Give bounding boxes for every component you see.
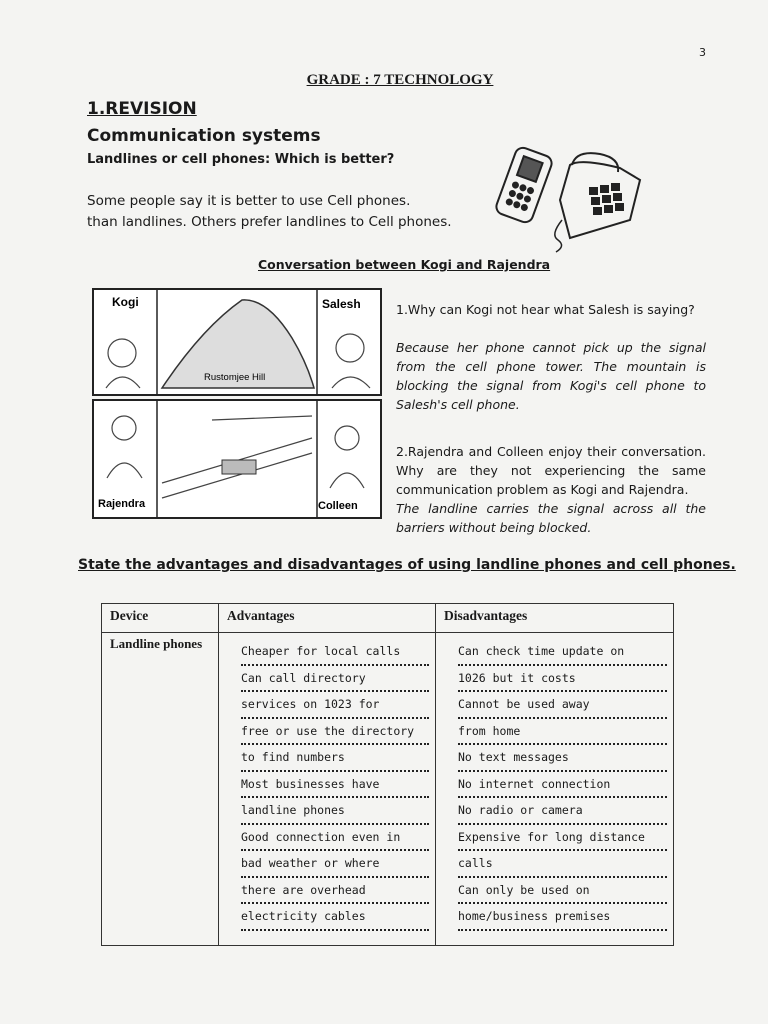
advantages-line: there are overhead	[241, 878, 429, 905]
disadvantages-line: Expensive for long distance	[458, 825, 667, 852]
question-1-answer: Because her phone cannot pick up the signal from the cell phone tower. The mountain is blocking the signal from Kogi's cell phone to Salesh's cell phone.	[396, 340, 706, 412]
advantages-line: landline phones	[241, 798, 429, 825]
advantages-line: Can call directory	[241, 666, 429, 693]
landline-phone-icon	[555, 153, 640, 252]
question-2-text: 2.Rajendra and Colleen enjoy their conversation. Why are they not experiencing the same communication problem as Kogi and Rajendra.	[396, 444, 706, 497]
conversation-title: Conversation between Kogi and Rajendra	[258, 257, 551, 272]
advantages-cell	[219, 633, 436, 946]
page-heading: GRADE : 7 TECHNOLOGY	[306, 72, 494, 88]
comic-illustration	[92, 288, 382, 520]
subtopic-title: Landlines or cell phones: Which is better?	[87, 152, 395, 167]
disadvantages-line: Cannot be used away	[458, 692, 667, 719]
header-advantages: Advantages	[219, 604, 436, 633]
advantages-line: bad weather or where	[241, 851, 429, 878]
table-row	[102, 633, 674, 946]
header-device: Device	[102, 604, 219, 633]
task-title: State the advantages and disadvantages of using landline phones and cell phones.	[78, 557, 736, 573]
disadvantages-line: Can check time update on	[458, 639, 667, 666]
topic-title: Communication systems	[87, 126, 321, 146]
question-1-text: 1.Why can Kogi not hear what Salesh is saying?	[396, 302, 695, 317]
comparison-table	[101, 603, 674, 946]
disadvantages-cell	[436, 633, 674, 946]
label-hill: Rustomjee Hill	[204, 372, 266, 383]
advantages-line: free or use the directory	[241, 719, 429, 746]
advantages-line: Good connection even in	[241, 825, 429, 852]
question-1	[396, 300, 706, 414]
disadvantages-line: No internet connection	[458, 772, 667, 799]
label-rajendra: Rajendra	[98, 498, 146, 510]
phones-illustration	[490, 140, 650, 255]
section-title: 1.REVISION	[87, 99, 197, 119]
question-2-answer: The landline carries the signal across all the barriers without being blocked.	[396, 501, 706, 535]
advantages-line: electricity cables	[241, 904, 429, 931]
advantages-line: Most businesses have	[241, 772, 429, 799]
question-2	[396, 442, 706, 537]
disadvantages-line: 1026 but it costs	[458, 666, 667, 693]
label-salesh: Salesh	[322, 297, 361, 311]
disadvantages-line: No radio or camera	[458, 798, 667, 825]
advantages-line: to find numbers	[241, 745, 429, 772]
disadvantages-line: calls	[458, 851, 667, 878]
advantages-line: services on 1023 for	[241, 692, 429, 719]
page-number: 3	[699, 46, 706, 59]
table-header-row	[102, 604, 674, 633]
car-shape	[222, 460, 256, 474]
cell-phone-icon	[494, 146, 554, 225]
disadvantages-line: home/business premises	[458, 904, 667, 931]
intro-line-1: Some people say it is better to use Cell phones.	[87, 193, 411, 209]
header-disadvantages: Disadvantages	[436, 604, 674, 633]
disadvantages-line: from home	[458, 719, 667, 746]
intro-text	[87, 191, 467, 233]
device-cell: Landline phones	[102, 633, 219, 946]
disadvantages-line: No text messages	[458, 745, 667, 772]
intro-line-2: than landlines. Others prefer landlines to Cell phones.	[87, 214, 452, 230]
label-colleen: Colleen	[318, 500, 358, 512]
advantages-line: Cheaper for local calls	[241, 639, 429, 666]
label-kogi: Kogi	[112, 295, 139, 309]
disadvantages-line: Can only be used on	[458, 878, 667, 905]
